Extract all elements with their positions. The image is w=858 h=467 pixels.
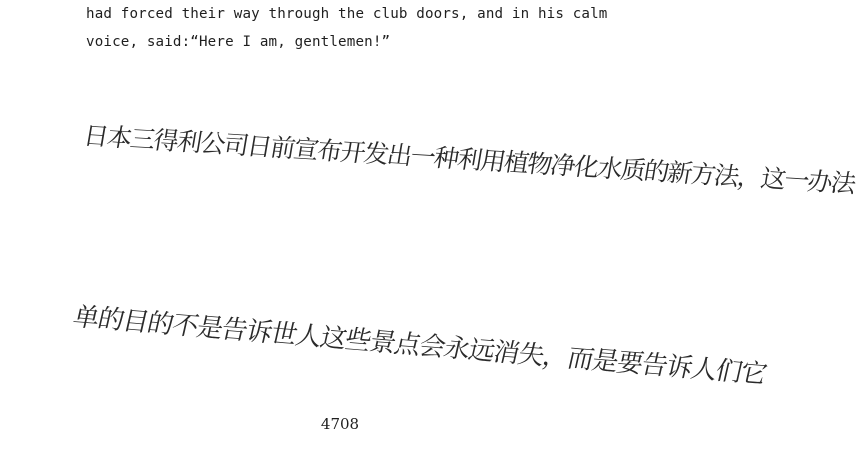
handwritten-line-2: 单的目的不是告诉世人这些景点会永远消失，而是要告诉人们它 bbox=[70, 302, 769, 390]
handwritten-line-1: 日本三得利公司日前宣布开发出一种利用植物净化水质的新方法，这一办法 bbox=[81, 121, 857, 199]
printed-text-line-1: had forced their way through the club doors, and in his calm bbox=[86, 6, 608, 22]
printed-text-line-2: voice, said:“Here I am, gentlemen!” bbox=[86, 34, 391, 50]
page-number: 4708 bbox=[320, 415, 360, 433]
